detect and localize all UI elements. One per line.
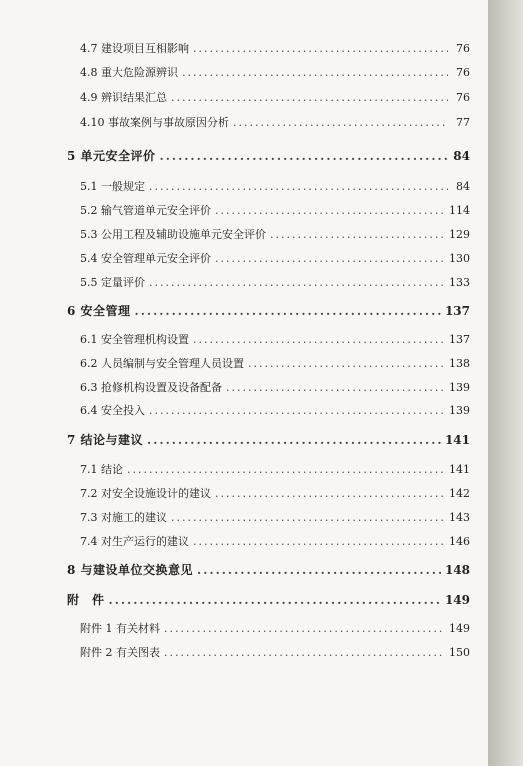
toc-entry-label: 8 与建设单位交换意见: [67, 563, 194, 577]
toc-chapter-5[interactable]: [67, 147, 470, 164]
toc-entry-label: 7.3 对施工的建议: [80, 511, 167, 524]
toc-entry-label: 7.1 结论: [80, 463, 123, 476]
toc-entry-5-4[interactable]: [80, 250, 470, 266]
leader-dots: [193, 333, 445, 346]
leader-dots: [149, 276, 445, 289]
toc-entry-7-3[interactable]: [80, 509, 470, 525]
leader-dots: [193, 42, 448, 55]
toc-entry-7-4[interactable]: [80, 533, 470, 549]
toc-entry-label: 6 安全管理: [67, 304, 131, 318]
toc-page-number: 76: [456, 42, 470, 55]
toc-page-number: 133: [449, 276, 470, 289]
toc-page-number: 141: [449, 463, 470, 476]
leader-dots: [147, 433, 441, 447]
leader-dots: [160, 149, 448, 163]
leader-dots: [171, 511, 445, 524]
leader-dots: [127, 463, 445, 476]
leader-dots: [109, 593, 441, 607]
leader-dots: [233, 116, 448, 129]
toc-page-number: 129: [449, 228, 470, 241]
toc-page-number: 149: [449, 622, 470, 635]
leader-dots: [164, 646, 445, 659]
toc-entry-label: 4.10 事故案例与事故原因分析: [80, 116, 229, 129]
toc-page-number: 114: [449, 204, 470, 217]
leader-dots: [226, 381, 445, 394]
toc-page-number: 130: [449, 252, 470, 265]
toc-entry-label: 7.2 对安全设施设计的建议: [80, 487, 211, 500]
leader-dots: [193, 535, 445, 548]
toc-page-number: 84: [453, 149, 470, 163]
toc-entry-label: 7.4 对生产运行的建议: [80, 535, 189, 548]
toc-entry-label: 5.5 定量评价: [80, 276, 145, 289]
toc-page-number: 139: [449, 381, 470, 394]
toc-entry-label: 5.4 安全管理单元安全评价: [80, 252, 211, 265]
toc-entry-label: 6.2 人员编制与安全管理人员设置: [80, 357, 244, 370]
toc-page-number: 142: [449, 487, 470, 500]
toc-entry-appendix-1[interactable]: [80, 620, 470, 636]
toc-entry-label: 附件 2 有关图表: [80, 646, 160, 659]
leader-dots: [215, 252, 445, 265]
toc-entry-5-5[interactable]: [80, 274, 470, 290]
toc-entry-label: 5.3 公用工程及辅助设施单元安全评价: [80, 228, 266, 241]
toc-entry-label: 6.1 安全管理机构设置: [80, 333, 189, 346]
toc-page-number: 149: [444, 593, 470, 607]
toc-page-number: 141: [444, 433, 470, 447]
leader-dots: [149, 404, 445, 417]
toc-page-number: 76: [456, 66, 470, 79]
leader-dots: [215, 487, 445, 500]
leader-dots: [135, 304, 441, 318]
toc-entry-7-2[interactable]: [80, 485, 470, 501]
toc-chapter-8[interactable]: [67, 561, 470, 578]
toc-entry-4-7[interactable]: [80, 40, 470, 56]
leader-dots: [171, 91, 448, 104]
toc-entry-label: 附 件: [67, 593, 105, 607]
toc-entry-label: 4.8 重大危险源辨识: [80, 66, 178, 79]
toc-page-number: 143: [449, 511, 470, 524]
toc-entry-6-1[interactable]: [80, 331, 470, 347]
toc-entry-label: 5.1 一般规定: [80, 180, 145, 193]
toc-appendix[interactable]: [67, 591, 470, 608]
toc-entry-label: 4.7 建设项目互相影响: [80, 42, 189, 55]
toc-entry-6-3[interactable]: [80, 379, 470, 395]
toc-entry-label: 附件 1 有关材料: [80, 622, 160, 635]
toc-entry-label: 7 结论与建议: [67, 433, 144, 447]
leader-dots: [197, 563, 441, 577]
toc-page-number: 139: [449, 404, 470, 417]
toc-entry-5-2[interactable]: [80, 202, 470, 218]
leader-dots: [215, 204, 445, 217]
toc-page-number: 77: [456, 116, 470, 129]
toc-entry-6-2[interactable]: [80, 355, 470, 371]
leader-dots: [270, 228, 445, 241]
toc-entry-7-1[interactable]: [80, 461, 470, 477]
leader-dots: [149, 180, 448, 193]
toc-entry-4-10[interactable]: [80, 114, 470, 130]
toc-page-number: 137: [449, 333, 470, 346]
toc-page-number: 76: [456, 91, 470, 104]
toc-entry-5-3[interactable]: [80, 226, 470, 242]
toc-page-number: 146: [449, 535, 470, 548]
leader-dots: [182, 66, 448, 79]
page-edge-shadow: [488, 0, 523, 766]
toc-entry-appendix-2[interactable]: [80, 644, 470, 660]
toc-entry-label: 5.2 输气管道单元安全评价: [80, 204, 211, 217]
toc-entry-4-9[interactable]: [80, 89, 470, 105]
toc-page-number: 137: [444, 304, 470, 318]
toc-page-number: 138: [449, 357, 470, 370]
toc-entry-label: 5 单元安全评价: [67, 149, 156, 163]
toc-page-number: 148: [444, 563, 470, 577]
toc-entry-label: 4.9 辨识结果汇总: [80, 91, 167, 104]
toc-chapter-6[interactable]: [67, 302, 470, 319]
toc-entry-4-8[interactable]: [80, 64, 470, 80]
toc-chapter-7[interactable]: [67, 431, 470, 448]
toc-entry-5-1[interactable]: [80, 178, 470, 194]
toc-entry-label: 6.4 安全投入: [80, 404, 145, 417]
leader-dots: [164, 622, 445, 635]
leader-dots: [248, 357, 445, 370]
toc-entry-6-4[interactable]: [80, 402, 470, 418]
toc-entry-label: 6.3 抢修机构设置及设备配备: [80, 381, 222, 394]
toc-page-number: 84: [456, 180, 470, 193]
toc-page-number: 150: [449, 646, 470, 659]
